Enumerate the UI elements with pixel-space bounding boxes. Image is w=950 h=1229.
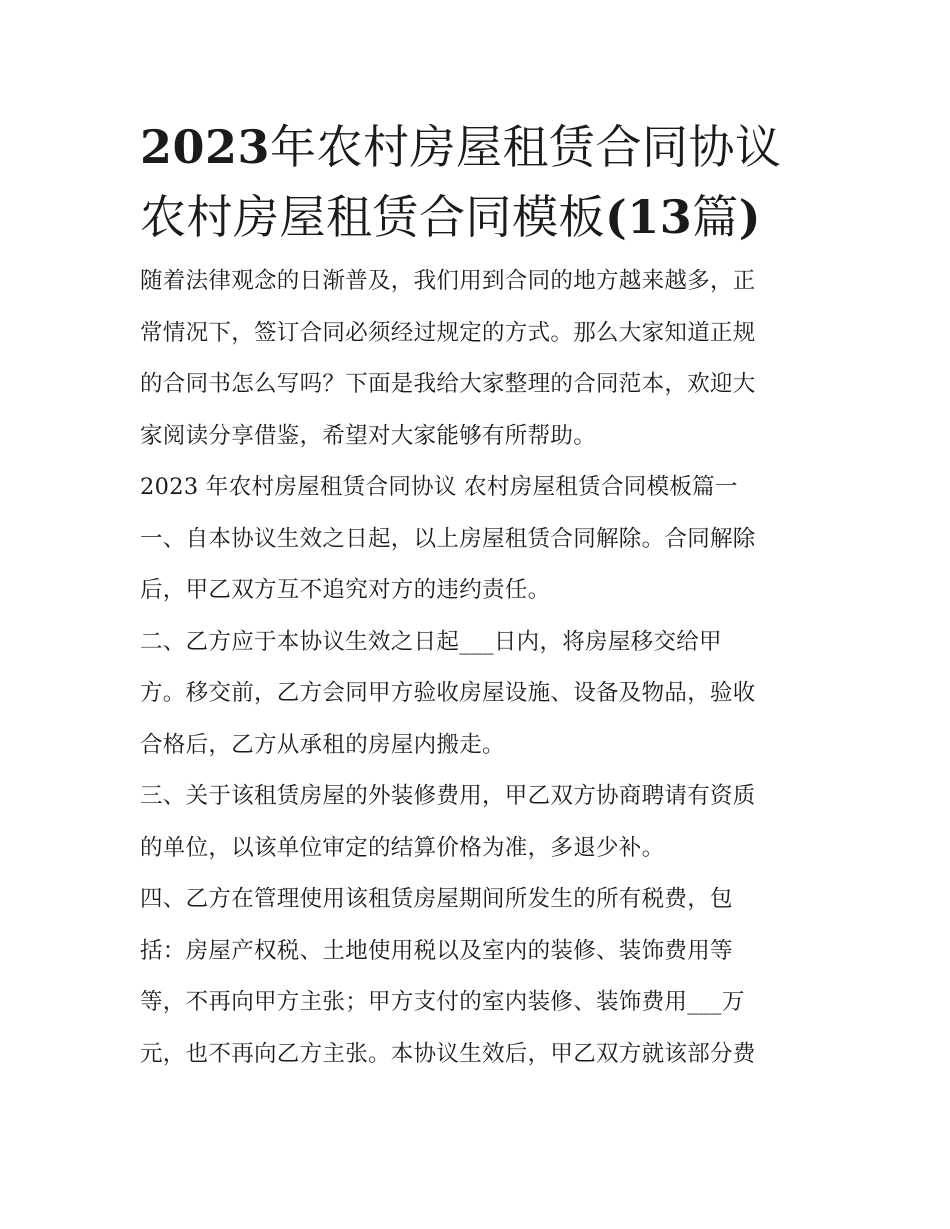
- title-line-1-text: 年农村房屋租赁合同协议: [270, 120, 782, 174]
- body-line: 的合同书怎么写吗？下面是我给大家整理的合同范本，欢迎大: [140, 371, 756, 397]
- body-line: 合格后，乙方从承租的房屋内搬走。: [140, 731, 505, 758]
- body-line: 随着法律观念的日渐普及，我们用到合同的地方越来越多，正: [140, 268, 756, 294]
- body-line: 二、乙方应于本协议生效之日起___日内，将房屋移交给甲: [140, 628, 722, 655]
- body-line: 家阅读分享借鉴，希望对大家能够有所帮助。: [140, 422, 597, 449]
- body-line: 方。移交前，乙方会同甲方验收房屋设施、设备及物品，验收: [140, 680, 756, 706]
- body-line: 括：房屋产权税、土地使用税以及室内的装修、装饰费用等: [140, 937, 733, 964]
- body-line: 的单位，以该单位审定的结算价格为准，多退少补。: [140, 834, 665, 861]
- body-line: 等，不再向甲方主张；甲方支付的室内装修、装饰费用___万: [140, 989, 745, 1015]
- body-line: 常情况下，签订合同必须经过规定的方式。那么大家知道正规: [140, 319, 756, 346]
- title-count-unit: 篇: [692, 190, 739, 244]
- title-close-paren: ): [738, 190, 762, 244]
- body-line: 一、自本协议生效之日起，以上房屋租赁合同解除。合同解除: [140, 525, 756, 552]
- body-line: 三、关于该租赁房屋的外装修费用，甲乙双方协商聘请有资质: [140, 783, 756, 809]
- body-line: 后，甲乙双方互不追究对方的违约责任。: [140, 577, 551, 603]
- title-count: (13: [605, 190, 693, 244]
- title-line-2-text: 农村房屋租赁合同模板: [140, 190, 605, 244]
- title-line-2: [140, 182, 820, 252]
- body-line: 元，也不再向乙方主张。本协议生效后，甲乙双方就该部分费: [140, 1040, 756, 1067]
- document-title: [140, 112, 820, 252]
- title-year: 2023: [140, 120, 271, 174]
- section-heading: 2023 年农村房屋租赁合同协议 农村房屋租赁合同模板篇一: [140, 474, 738, 500]
- title-line-1: [140, 112, 820, 182]
- document-body: [140, 256, 820, 1080]
- body-line: 四、乙方在管理使用该租赁房屋期间所发生的所有税费，包: [140, 886, 733, 912]
- document-content: [140, 112, 820, 1080]
